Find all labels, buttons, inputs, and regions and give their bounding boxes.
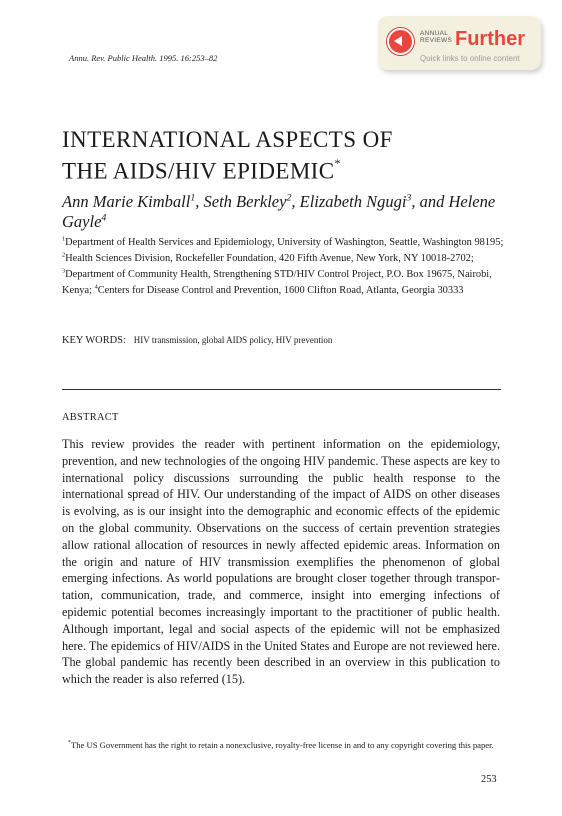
author-separator: , and (411, 192, 449, 211)
journal-citation: Annu. Rev. Public Health. 1995. 16:253–82 (69, 53, 218, 63)
footnote (62, 737, 500, 752)
affiliation-text: Health Sciences Division, Rockefeller Foundation, 420 Fifth Avenue, New York, NY 10018-2702; (65, 253, 474, 264)
footnote-text: The US Government has the right to retain a nonexclusive, royalty-free license in and to any copyright covering this paper. (71, 739, 494, 750)
abstract-heading: ABSTRACT (62, 412, 119, 423)
author-separator: , (195, 192, 204, 211)
page-number: 253 (481, 774, 497, 785)
affil-marker: 1 (62, 235, 66, 243)
author-affil-marker: 4 (101, 212, 107, 224)
further-links-badge[interactable] (378, 16, 541, 70)
badge-further-text: Further (455, 28, 525, 50)
keywords (62, 335, 332, 346)
section-divider (62, 389, 501, 390)
abstract-body: This review provides the reader with pertinent information on the epidemiology, prevention, and new technologies of the ongoing HIV pandemic. These aspects are key to international policy discussions surrounding the public health response to the international spread of HIV. Our understanding of the impact of AIDS on other diseases is evolving, as is our insight into the demographic and economic effects of the epidemic on the global community. Observations on the success of certain prevention strategies allow rational allocation of resources in newly affected epidemic areas. Information on the origin and nature of HIV transmission exemplifies the phenomenon of global emerging infections. As world populations are brought closer together through transportation, communication, trade, and commerce, insight into emerging infections of epidemic potential becomes increasingly important to the practitioner of public health. Although important, legal and social aspects of the epidemic will not be emphasized here. The epidemics of HIV/AIDS in the United States and Europe are not reviewed here. The global pandemic has recently been described in an overview in this publication to which the reader is also referred (15). (62, 437, 500, 687)
author-name: Elizabeth Ngugi (299, 192, 407, 211)
keywords-label: KEY WORDS: (62, 335, 126, 346)
author-name: Ann Marie Kimball (62, 192, 191, 211)
affil-marker: 3 (62, 267, 66, 275)
affiliations (62, 235, 512, 299)
author-separator: , (291, 192, 300, 211)
title-footnote-marker: * (334, 156, 341, 170)
affiliation-text: Department of Health Services and Epidemiology, University of Washington, Seattle, Washington 98195; (65, 237, 504, 248)
badge-annual-text: ANNUAL (420, 30, 449, 37)
author-affil-marker: 3 (406, 192, 412, 204)
affiliation-text: Department of Community Health, Strengthening STD/HIV Control Project, P.O. Box 19675, Nairobi, Kenya; (62, 269, 492, 296)
author-affil-marker: 2 (286, 192, 292, 204)
author-affil-marker: 1 (190, 192, 196, 204)
affil-marker: 4 (94, 283, 98, 291)
annual-reviews-logo-icon (387, 28, 414, 55)
title-line-2: THE AIDS/HIV EPIDEMIC (62, 158, 335, 184)
keywords-values: HIV transmission, global AIDS policy, HIV prevention (133, 335, 333, 345)
title-line-1: INTERNATIONAL ASPECTS OF (62, 127, 393, 152)
footnote-marker: * (68, 740, 71, 746)
badge-reviews-text: REVIEWS (420, 37, 453, 44)
affiliation-text: Centers for Disease Control and Prevention, 1600 Clifton Road, Atlanta, Georgia 30333 (97, 285, 464, 296)
author-name: Seth Berkley (203, 192, 287, 211)
author-name: Helene Gayle (62, 192, 496, 231)
author-list (62, 192, 502, 232)
badge-tagline: Quick links to online content (420, 54, 520, 63)
article-title (62, 126, 393, 185)
affil-marker: 2 (62, 251, 66, 259)
